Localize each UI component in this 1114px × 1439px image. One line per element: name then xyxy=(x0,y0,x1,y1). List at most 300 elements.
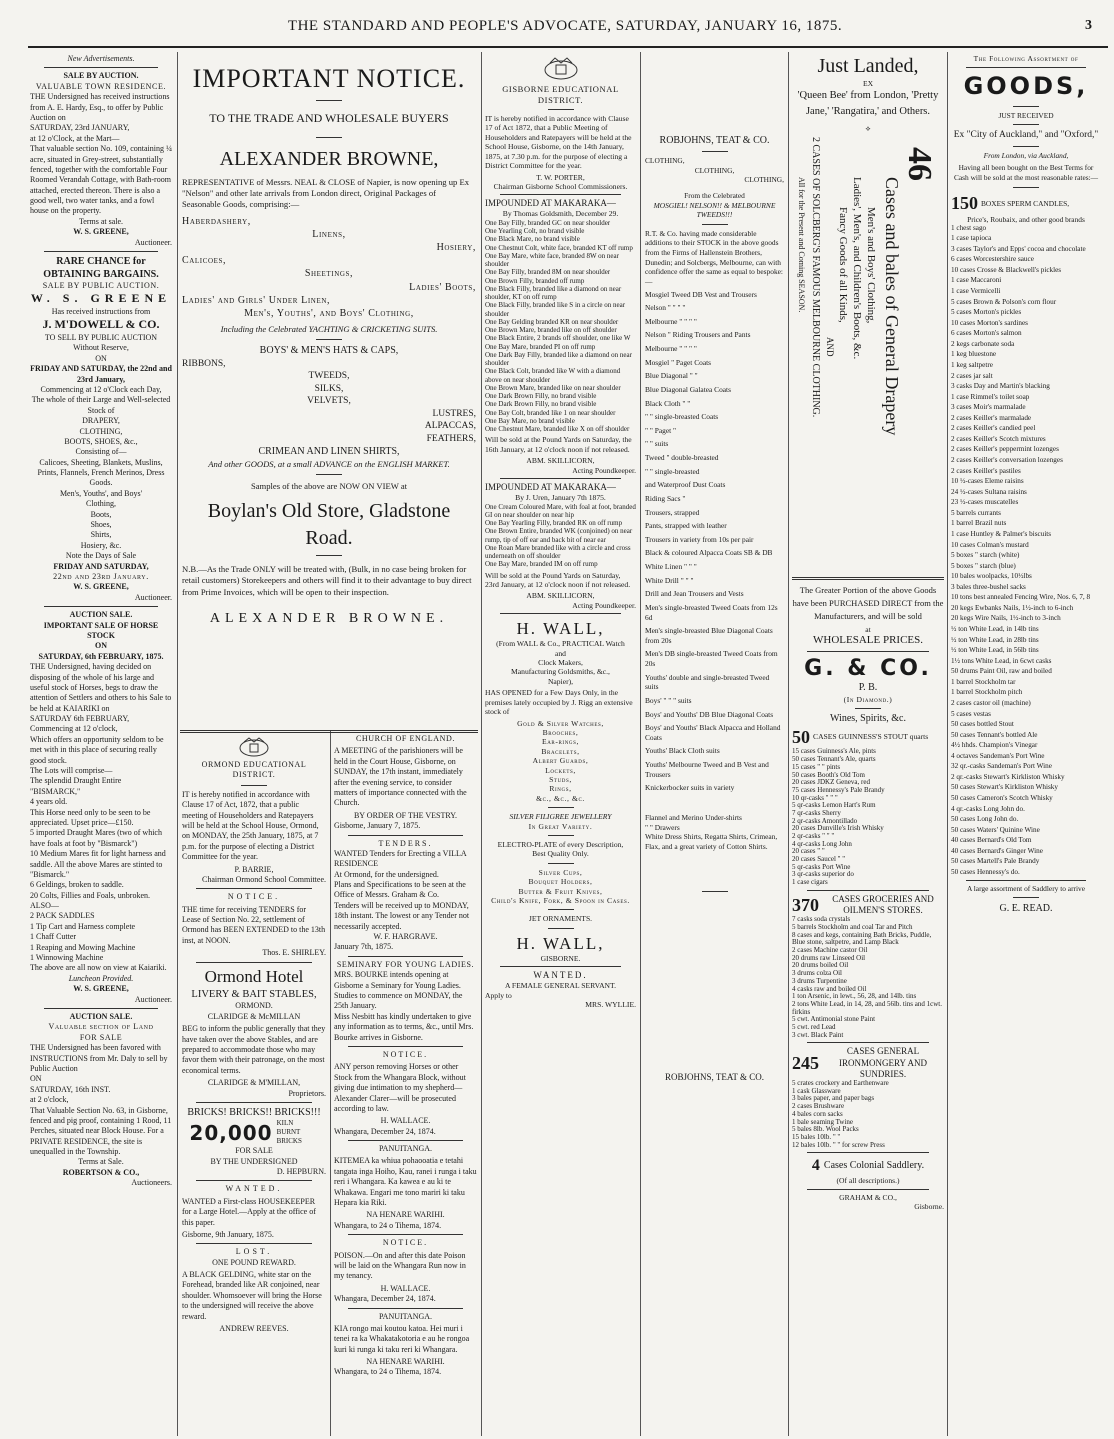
goods-item: 10 cases Colman's mustard xyxy=(951,540,1029,549)
merchant-signature: ALEXANDER BROWNE. xyxy=(209,611,449,626)
notice-signature: H. WALLACE. xyxy=(380,1283,431,1293)
clothing-item: Boys' and Youths' DB Blue Diagonal Coats xyxy=(645,709,774,719)
goods-item: 24 ½-cases Sultana raisins xyxy=(951,487,1027,496)
grocery-item: 3 cwt. Black Paint xyxy=(792,1030,844,1039)
goods-item: 5 barrels currants xyxy=(951,508,1001,517)
impound-signature-role: Acting Poundkeeper. xyxy=(572,600,636,610)
clothing-item: Black & coloured Alpacca Coats SB & DB xyxy=(645,548,773,558)
wanted-body: A FEMALE GENERAL SERVANT. xyxy=(504,981,617,991)
goods-item: 10 tons best annealed Fencing Wire, Nos. 6, 7, 8 xyxy=(951,593,1091,602)
divider xyxy=(966,67,1086,68)
divider xyxy=(807,651,929,652)
hotel-signature-role: Proprietors. xyxy=(288,1088,326,1098)
tenders-head: TENDERS. xyxy=(378,838,433,848)
clothing-item: Mosgiel " Paget Coats xyxy=(645,357,712,367)
hotel-firm: CLARIDGE & McMILLAN xyxy=(207,1011,301,1021)
clothing-item: " " Paget " xyxy=(645,425,677,435)
vertical-line: AND xyxy=(825,337,835,357)
clothing-item: Men's single-breasted Blue Diagonal Coats from 20s xyxy=(645,626,773,645)
ironmongery-line: CASES GENERAL IRONMONGERY AND SUNDRIES. xyxy=(839,1046,927,1079)
nb-note: N.B.—As the Trade ONLY will be treated with, (Bulk, in no case being broken for retail customers) Storekeepers and others will find it to their advantage to buy direct from Prime Invoices, which will be open to their inspection. xyxy=(182,563,472,597)
column-rule xyxy=(788,52,789,1436)
clothing-item: Trousers in variety from 10s per pair xyxy=(645,534,754,544)
ironmongery-item: 1 cask Glassware xyxy=(792,1086,841,1095)
ex-line: Ex "City of Auckland," and "Oxford," xyxy=(953,130,1099,141)
ironmongery-count: 245 xyxy=(792,1052,819,1073)
column-rule xyxy=(481,52,482,1436)
wine-item: 1 case cigars xyxy=(792,878,828,887)
wine-item: 20 cases Dunville's Irish Whisky xyxy=(792,824,884,833)
goods-item: TWEEDS, xyxy=(308,371,350,382)
grocery-item: 20 drums boiled Oil xyxy=(792,961,849,970)
sale-days: FRIDAY AND SATURDAY, xyxy=(53,561,149,571)
ironmongery-item: 5 bales 8lb. Wool Packs xyxy=(792,1125,859,1134)
masthead xyxy=(30,18,1100,46)
brands-line: MOSGIEL! NELSON!! & MELBOURNE TWEEDS!!! xyxy=(653,200,776,220)
ad-body: THE Undersigned, having decided on disposing of the whole of his large and useful stock of Horses, begs to draw the attention of Settlers and others to his Sale to be held at KAIARIKI on SATURDAY 6th FEBRUARY, Commencing at 12 o'clock, Which offers an opportunity seldom to be met with in this place of securing really good stock. The Lots will comprise— The splendid Draught Entire "BISMARCK," 4 years old. This Horse need only to be seen to be appreciated. Upset price—£150. 5 imported Draught Mares (two of which have foals at foot by "Bismarck") 10 Medium Mares fit for light harness and saddle. All the above Mares are stinted to "Bismarck." 6 Geldings, broken to saddle. 20 Colts, Fillies and Foals, unbroken. ALSO— 2 PACK SADDLES 1 Tip Cart and Harness complete 1 Chaff Cutter 1 Reaping and Mowing Machine 1 Winnowing Machine The above are all now on view at Kaiariki. xyxy=(30,662,172,973)
saddlery-count: 4 xyxy=(811,1157,820,1175)
jet-line: JET ORNAMENTS. xyxy=(528,914,593,924)
saddlery-sub: (Of all descriptions.) xyxy=(836,1176,900,1186)
vertical-line: 2 CASES OF SOLCBERG'S FAMOUS MELBOURNE CLOTHING. xyxy=(810,137,821,418)
column-2b xyxy=(334,734,477,1436)
jeweller-more: Silver Cups, Bouquet Holders, Butter & Fruit Knives, Child's Knife, Fork, & Spoon in Cases. xyxy=(491,867,630,906)
clothing-item: Youths' Black Cloth suits xyxy=(645,746,720,756)
column-4 xyxy=(645,54,784,1436)
ad-signature-role: Auctioneer. xyxy=(134,994,172,1004)
grocery-item: 8 cases and kegs, containing Bath Bricks, Puddle, Blue stone, saltpetre, and Lamp Black xyxy=(792,930,932,947)
other-goods-line: And other GOODS, at a small ADVANCE on the ENGLISH MARKET. xyxy=(208,458,450,469)
wine-item: 20 cases JDKZ Geneva, red xyxy=(792,778,870,787)
goods-item: 3 cases Taylor's and Epps' cocoa and chocolate xyxy=(951,244,1086,253)
ad-subhead: SALE BY PUBLIC AUCTION. xyxy=(42,281,160,291)
at-line: at xyxy=(865,624,871,634)
goods-item: 5 boxes " starch (white) xyxy=(951,551,1020,560)
goods-item: 1 keg saltpetre xyxy=(951,360,993,369)
impound-signature-role: Acting Poundkeeper. xyxy=(572,465,636,475)
church-order: BY ORDER OF THE VESTRY. xyxy=(353,810,458,820)
clothing-item: Youths' Melbourne Tweed and B Vest and Trousers xyxy=(645,760,769,779)
divider xyxy=(241,785,267,786)
goods-item: LUSTRES, xyxy=(432,408,476,419)
divider xyxy=(316,474,342,475)
ad-signature: ROBERTSON & CO., xyxy=(62,1167,140,1177)
tenders-body: WANTED Tenders for Erecting a VILLA RESIDENCE At Ormond, for the undersigned. Plans and Specifications to be seen at the Office of Messrs. Graham & Co. Tenders will be received up to MONDAY, 18th instant. The lowest or any Tender not necessarily accepted. xyxy=(334,848,470,931)
vertical-heading: Cases and bales of General Drapery xyxy=(882,177,902,436)
wine-item: 75 cases Hennessy's Pale Brandy xyxy=(792,785,885,794)
grocery-item: 4 casks raw and boiled Oil xyxy=(792,984,867,993)
ad-head: AUCTION SALE. xyxy=(69,1012,133,1021)
goods-item: 1 case Huntley & Palmer's biscuits xyxy=(951,529,1052,538)
sale-days: FRIDAY AND SATURDAY, the 22nd and 23rd January, xyxy=(30,364,172,384)
divider xyxy=(196,888,311,889)
notice-signature-role: Chairman Gisborne School Commissioners. xyxy=(493,181,628,191)
divider xyxy=(855,708,881,709)
grocery-item: 7 casks soda crystals xyxy=(792,915,851,924)
divider xyxy=(702,891,728,892)
divider xyxy=(807,890,929,891)
notice-head: NOTICE. xyxy=(227,892,281,902)
notice-date: Whangara, December 24, 1874. xyxy=(334,1126,436,1136)
ironmongery-items xyxy=(792,1080,944,1149)
clothing-item: White Linen " " " xyxy=(645,562,697,571)
clothing-item: Men's single-breasted Tweed Coats from 12s 6d xyxy=(645,602,778,622)
seminary-head: SEMINARY FOR YOUNG LADIES. xyxy=(336,959,475,969)
goods-item: 1½ tons White Lead, in 6cwt casks xyxy=(951,656,1052,665)
divider xyxy=(348,956,462,957)
goods-item: 10 bales woolpacks, 10½lbs xyxy=(951,572,1032,581)
notice-to: TO THE TRADE AND WHOLESALE BUYERS xyxy=(209,111,449,126)
goods-item: 5 boxes " starch (blue) xyxy=(951,561,1016,570)
from-line: From the Celebrated xyxy=(684,190,745,200)
impound-head: IMPOUNDED AT MAKARAKA— xyxy=(485,482,616,492)
wine-item: 3 qr-casks superior do xyxy=(792,870,854,879)
notice-signature: P. BARRIE, xyxy=(234,864,274,874)
goods-item: 2 cases Keiller's conversation lozenges xyxy=(951,456,1063,465)
goods-item: 5 cases Morton's pickles xyxy=(951,308,1022,317)
panuitanga-head: PANUITANGA. xyxy=(378,1144,433,1154)
electro-plate-line: ELECTRO-PLATE of every Description, xyxy=(497,839,624,849)
column-rule xyxy=(177,52,178,1436)
goods-item: 50 cases Tennant's bottled Ale xyxy=(951,730,1038,739)
flannel-lines: Flannel and Merino Under-shirts " " Drawers White Dress Shirts, Regatta Shirts, Crimean, Flax, and a great variety of Cotton Shirts. xyxy=(645,812,778,851)
jeweller-from: (From WALL & Co., PRACTICAL Watch and Clock Makers, Manufacturing Goldsmiths, &c., Napier), xyxy=(496,639,625,686)
bricks-signature: D. HEPBURN. xyxy=(276,1166,326,1176)
notice-signature-role: Chairman Ormond School Committee. xyxy=(202,874,326,884)
goods-item: 2 cases jar salt xyxy=(951,371,993,380)
grocery-item: 20 drums raw Linseed Oil xyxy=(792,953,866,962)
ad-head: RARE CHANCE for OBTAINING BARGAINS. xyxy=(43,256,159,281)
page-number: 3 xyxy=(1085,18,1092,33)
wine-item: 2 qr-casks Amontillado xyxy=(792,816,858,825)
lost-body: A BLACK GELDING, white star on the Forehead, branded like AR conjoined, near shoulder. Whomsoever will bring the Horse to the undersigned will receive the above reward. xyxy=(182,1270,322,1321)
pb-line: P. B. xyxy=(858,682,878,694)
goods-item: 4 octaves Sandeman's Port Wine xyxy=(951,751,1045,760)
bought-line: Having all been bought on the Best Terms for Cash will be sold at the most reasonable rates:— xyxy=(953,163,1099,183)
wine-item: 7 qr-casks Sherry xyxy=(792,808,841,817)
greater-portion: The Greater Portion of the above Goods have been PURCHASED DIRECT from the Manufacturers, and will be sold xyxy=(792,585,944,621)
ironmongery-item: 3 bales paper, and paper bags xyxy=(792,1094,875,1103)
ad-signature: W. S. GREENE, xyxy=(73,227,129,237)
groceries-count: 370 xyxy=(792,894,819,915)
goods-item: 50 cases Waters' Quinine Wine xyxy=(951,825,1040,834)
wholesale-line: WHOLESALE PRICES. xyxy=(813,634,923,647)
goods-item: 1 chest sago xyxy=(951,223,987,232)
clothing-item: " " single-breasted xyxy=(645,466,700,476)
goods-item: Haberdashery, xyxy=(182,215,251,227)
ad-body: THE Undersigned has received instructions from A. E. Hardy, Esq., to offer by Public Auction on SATURDAY, 23rd JANUARY, at 12 o'Clock, at the Mart— That valuable section No. 109, containing ¼ acre, situated in Grey-street, substantially fenced, together with the comfortable Four Roomed Verandah Cottage, with Bath-room attached, erected thereon. There is also a good well, two water tanks, and a fowl house on the property. xyxy=(30,92,172,216)
divider xyxy=(500,194,621,195)
divider xyxy=(1013,124,1039,125)
ironmongery-item: 5 crates crockery and Earthenware xyxy=(792,1079,889,1088)
divider xyxy=(702,224,728,225)
groceries-line: CASES GROCERIES AND OILMEN'S STORES. xyxy=(832,893,934,916)
impound-by: By J. Uren, January 7th 1875. xyxy=(515,493,606,503)
grocery-item: 3 drums Turpentine xyxy=(792,976,847,985)
divider xyxy=(966,880,1086,881)
wine-item: 15 cases Guinness's Ale, pints xyxy=(792,747,876,756)
goods-item: 1 case Maccaroni xyxy=(951,276,1002,285)
wine-item: 20 cases Saucel " " xyxy=(792,855,846,864)
auctioneer-name: W. S. GREENE xyxy=(30,291,172,306)
section-title: New Advertisements. xyxy=(67,54,135,63)
goods-list-1 xyxy=(182,215,476,321)
jeweller-name: H. WALL, xyxy=(516,619,605,639)
clothing-item: Melbourne " " " " xyxy=(645,344,697,353)
divider xyxy=(348,835,462,836)
column-1 xyxy=(30,54,172,1436)
divider xyxy=(180,730,478,733)
divider xyxy=(196,1180,311,1181)
clothing-item: Men's DB single-breasted Tweed Coats from 20s xyxy=(645,649,778,668)
lost-head: LOST. xyxy=(235,1247,273,1257)
panuitanga-signature: NA HENARE WARIHI. xyxy=(366,1357,445,1367)
grocery-item: 2 tons White Lead, in 14, 28, and 56lb. tins and 1cwt. firkins xyxy=(792,999,942,1016)
clothing-line: CLOTHING, xyxy=(694,165,735,175)
impound-signature: ABM. SKILLICORN, xyxy=(526,456,595,466)
goods-item: VELVETS, xyxy=(307,396,351,407)
grocery-item: 2 cases Machine castor Oil xyxy=(792,946,868,955)
ad-signature-role: Auctioneer. xyxy=(134,237,172,247)
wine-item: 50 cases Booth's Old Tom xyxy=(792,770,865,779)
divider xyxy=(548,928,574,929)
goods-item: 2 qr.-casks Stewart's Kirkliston Whisky xyxy=(951,772,1065,781)
impound-sale: Will be sold at the Pound Yards on Saturday, 23rd January, at 12 o'clock noon if not released. xyxy=(485,570,631,589)
goods-item: 5 cases Brown & Polson's corn flour xyxy=(951,297,1057,306)
goods-item: SILKS, xyxy=(314,383,344,394)
goods-list-2 xyxy=(182,358,476,446)
goods-item: 50 cases Hennessy's do. xyxy=(951,867,1020,876)
wines-head: Wines, Spirits, &c. xyxy=(830,713,906,725)
lost-signature: ANDREW REEVES. xyxy=(219,1324,289,1334)
goods-item: 6 cases Worcestershire sauce xyxy=(951,255,1034,264)
clothing-item: Youths' double and single-breasted Tweed suits xyxy=(645,672,770,692)
hotel-place: ORMOND. xyxy=(235,1001,273,1011)
ironmongery-item: 12 bales 10lb. " " for screw Press xyxy=(792,1140,885,1149)
read-signature: G. E. READ. xyxy=(999,903,1053,915)
wanted-head: WANTED. xyxy=(225,1184,283,1194)
notice-title: GISBORNE EDUCATIONAL DISTRICT. xyxy=(502,84,619,105)
masthead-title: THE STANDARD AND PEOPLE'S ADVOCATE, SATURDAY, JANUARY 16, 1875. xyxy=(287,18,843,34)
ships-line: 'Queen Bee' from London, 'Pretty Jane,' 'Rangatira,' and Others. xyxy=(797,90,939,118)
goods-item: 10 ½-cases Eleme raisins xyxy=(951,477,1024,486)
column-rule xyxy=(640,52,641,1436)
goods-item: Men's, Youths', and Boys' Clothing, xyxy=(244,307,414,319)
goods-item: 2 cases Keiller's candied peel xyxy=(951,424,1036,433)
column-rule xyxy=(330,730,331,1436)
column-rule xyxy=(947,52,948,1436)
ad-subhead: IMPORTANT SALE OF HORSE STOCK ON SATURDAY, 6th FEBRUARY, 1875. xyxy=(38,620,164,661)
wanted-apply: Apply to xyxy=(485,990,512,1000)
goods-item: 20 kegs Ewbanks Nails, 1½-inch to 6-inch xyxy=(951,603,1074,612)
crest-icon xyxy=(541,56,581,82)
grocery-item: 3 drums colza Oil xyxy=(792,969,842,978)
impound-list: One Bay Filly, branded GC on near shoulder One Yearling Colt, no brand visible One Black Mare, no brand visible One Chestnut Colt, white face, branded KT off rump One Bay Mare, white face, branded 8W on near shoulder One Bay Filly, branded 8M on near shoulder One Brown Filly, branded off rump One Black Filly, branded like a diamond on near shoulder, KT on off rump One Black Filly, branded like S in a circle on near shoulder One Bay Gelding branded KR on near shoulder One Brown Mare, branded like on off shoulder One Black Entire, 2 brands off shoulder, one like W One Bay Mare, branded PI on off rump One Dark Bay Filly, branded like a diamond on near shoulder One Black Colt, branded like W with a diamond above on near shoulder One Brown Mare, branded like on near shoulder One Dark Brown Filly, no brand visible One Dark Brown Filly, no brand visible One Bay Colt, branded like 1 on near shoulder One Bay Mare, no brand visible One Chestnut Mare, branded like X on off shoulder xyxy=(485,218,633,434)
clothing-item: Knickerbocker suits in variety xyxy=(645,783,735,793)
stout-line: CASES GUINNESS'S STOUT quarts xyxy=(813,732,929,742)
impound-by: By Thomas Goldsmith, December 29. xyxy=(502,209,619,219)
ad-signature: W. S. GREENE, xyxy=(73,984,129,994)
grocery-item: 5 barrels Stockholm and coal Tar and Pitch xyxy=(792,923,913,931)
goods-item: 2 cases Keiller's marmalade xyxy=(951,413,1032,422)
firm-name: J. M'DOWELL & CO. xyxy=(42,317,160,332)
goods-item: 2 cases Keiller's Scotch mixtures xyxy=(951,434,1046,443)
wine-item: 4 qr-casks Long John xyxy=(792,839,852,848)
divider-ornament: ⟡ xyxy=(865,123,871,133)
divider xyxy=(348,1234,462,1235)
goods-item: 3 cases Moir's marmalade xyxy=(951,403,1026,412)
clothing-item: Nelson " Riding Trousers and Pants xyxy=(645,330,751,340)
ironmongery-item: 15 bales 10lb. " " xyxy=(792,1132,841,1141)
goods-item: Ladies' and Girls' Under Linen, xyxy=(182,294,331,306)
divider xyxy=(807,1152,929,1153)
goods-item: 50 cases Cameron's Scotch Whisky xyxy=(951,794,1053,803)
clothing-item: Tweed " double-breasted xyxy=(645,453,719,462)
merchant-name: ALEXANDER BROWNE, xyxy=(219,148,439,171)
goods-item: 50 cases bottled Stout xyxy=(951,720,1014,729)
ex-line: EX xyxy=(862,79,874,88)
column-6 xyxy=(951,54,1101,1436)
panuitanga-signature: NA HENARE WARIHI. xyxy=(366,1210,445,1220)
notice-head: NOTICE. xyxy=(382,1238,429,1248)
clothing-item: Trousers, strapped xyxy=(645,507,700,517)
hotel-title: Ormond Hotel xyxy=(204,966,304,986)
goods-item: 5 cases vestas xyxy=(951,709,991,718)
seminary-body: MRS. BOURKE intends opening at Gisborne a Seminary for Young Ladies. Studies to commence on MONDAY, the 25th January. Miss Nesbitt has kindly undertaken to give any information as to terms, &c., until Mrs. Bourke arrives in Gisborne. xyxy=(334,970,474,1042)
wine-item: 50 cases Tennant's Ale, quarts xyxy=(792,755,876,764)
goods-item: 2 kegs carbonate soda xyxy=(951,339,1015,348)
goods-item: 1 case tapioca xyxy=(951,234,992,243)
panuitanga-date: Whangara, to 24 o Tihema, 1874. xyxy=(334,1367,442,1377)
lost-subhead: ONE POUND REWARD. xyxy=(212,1257,296,1267)
grocery-item: 5 cwt. red Lead xyxy=(792,1022,836,1031)
notice-head: NOTICE. xyxy=(382,1049,429,1059)
divider xyxy=(196,1102,311,1103)
impound-sale: Will be sold at the Pound Yards on Saturday, the 16th January, at 12 o'clock noon if not released. xyxy=(485,435,632,454)
wine-item: 10 qr-casks " " " xyxy=(792,793,838,802)
goods-item: 1 barrel Brazil nuts xyxy=(951,519,1007,528)
wanted-body: WANTED a First-class HOUSEKEEPER for a Large Hotel.—Apply at the office of this paper. xyxy=(182,1196,316,1227)
goods-item: 10 cases Morton's sardines xyxy=(951,318,1028,327)
goods-item: Sheetings, xyxy=(304,268,354,280)
bricks-count: 20,000 xyxy=(189,1120,273,1145)
candles-line: BOXES SPERM CANDLES, xyxy=(981,198,1070,208)
column-2a xyxy=(182,734,326,1436)
wanted-date: Gisborne, 9th January, 1875. xyxy=(182,1229,274,1239)
goods-item: 1 case Vermicelli xyxy=(951,287,1001,296)
divider xyxy=(196,962,311,963)
divider xyxy=(548,909,574,910)
goods-item: 50 cases Martell's Pale Brandy xyxy=(951,857,1040,866)
ad-line: Has received instructions from xyxy=(51,307,151,317)
landed-title: Just Landed, xyxy=(817,55,919,77)
goods-item: 10 cases Crosse & Blackwell's pickles xyxy=(951,265,1062,274)
masthead-rule xyxy=(28,46,1108,48)
ironmongery-item: 2 cases Brushware xyxy=(792,1102,845,1111)
divider xyxy=(500,966,621,967)
shirts-line: CRIMEAN AND LINEN SHIRTS, xyxy=(258,446,400,458)
notice-body: THE time for receiving TENDERS for Lease of Section No. 22, settlement of Ormond has BEEN EXTENDED to the 13th inst, at NOON. xyxy=(182,904,326,945)
graham-place: Gisborne. xyxy=(914,1202,944,1212)
goods-item: 32 qr.-casks Sandeman's Port Wine xyxy=(951,762,1052,771)
quality-line: Best Quality Only. xyxy=(532,849,589,859)
bricks-head: BRICKS! BRICKS!! BRICKS!!! xyxy=(187,1106,321,1118)
divider xyxy=(1013,106,1039,107)
clothing-item: White Drill " " " xyxy=(645,575,694,585)
church-body: A MEETING of the parishioners will be held in the Court House, Gisborne, on SUNDAY, the 17th instant, immediately after the evening service, to consider matters of importance connected with the Church. xyxy=(334,746,467,808)
vertical-line: Fancy Goods of all Kinds, xyxy=(837,207,849,324)
divider xyxy=(548,807,574,808)
vertical-line: All for the Present and Coming SEASON. xyxy=(797,177,806,313)
samples-line: Samples of the above are NOW ON VIEW at xyxy=(250,480,408,491)
grocery-item: 1 ton Arsenic, in lewt., 56, 28, and 14lb. tins xyxy=(792,992,917,1001)
candles-count: 150 xyxy=(951,192,978,213)
panuitanga-date: Whangara, to 24 o Tihema, 1874. xyxy=(334,1220,442,1230)
divider xyxy=(500,613,621,614)
divider xyxy=(1013,897,1039,898)
grocery-items xyxy=(792,916,944,1039)
goods-item: Linens, xyxy=(312,228,346,240)
divider xyxy=(316,100,342,101)
goods-item: Calicoes, xyxy=(182,255,227,267)
clothing-item: and Waterproof Dust Coats xyxy=(645,480,726,490)
goods-item: FEATHERS, xyxy=(426,433,476,444)
store-name: Boylan's Old Store, Gladstone Road. xyxy=(207,500,451,549)
goods-item: 1 barrel Stockholm pitch xyxy=(951,688,1023,697)
tenders-signature: W. F. HARGRAVE. xyxy=(373,932,438,942)
luncheon-note: Luncheon Provided. xyxy=(68,973,134,983)
column-5 xyxy=(792,54,944,1436)
church-head: CHURCH OF ENGLAND. xyxy=(355,734,456,743)
clothing-body: R.T. & Co. having made considerable additions to their STOCK in the above goods from the Firms of Hallenstein Brothers, Dunedin; and Solcbergs, Melbourne, can with confidence offer the same as equal to bespoke:— xyxy=(645,228,783,286)
goods-item: 1 keg bluestone xyxy=(951,350,997,359)
clothing-item: Black Cloth " " xyxy=(645,398,691,408)
notice-title: ORMOND EDUCATIONAL DISTRICT. xyxy=(201,760,307,780)
divider xyxy=(316,555,342,556)
jeweller-signature: H. WALL, xyxy=(516,933,605,953)
goods-item: 4½ hhds. Champion's Vinegar xyxy=(951,741,1038,750)
divider xyxy=(807,1189,929,1190)
goods-item: 2 cases Keiller's peppermint lozenges xyxy=(951,445,1059,454)
goods-item: 6 cases Morton's salmon xyxy=(951,329,1022,338)
goods-item: Ladies' Boots, xyxy=(409,281,476,293)
wine-item: 5 qr-casks Lemon Hart's Rum xyxy=(792,801,876,810)
goods-item: 50 cases Long John do. xyxy=(951,815,1019,824)
saddlery-line: A large assortment of Saddlery to arrive xyxy=(966,883,1086,893)
panuitanga-head: PANUITANGA. xyxy=(378,1311,433,1321)
ad-line: TO SELL BY PUBLIC AUCTION Without Reserve, ON xyxy=(44,333,158,363)
graham-logo: G. & CO. xyxy=(804,655,932,681)
hotel-body: BEG to inform the public generally that they have taken over the above Stables, and are prepared to accommodate those who may favor them with their patronage, on the most economical terms. xyxy=(182,1024,326,1075)
clothing-item: Riding Sacs " xyxy=(645,493,686,503)
notice-title: IMPORTANT NOTICE. xyxy=(192,64,466,93)
bricks-by: BY THE UNDERSIGNED xyxy=(210,1156,298,1166)
divider xyxy=(316,339,342,340)
goods-item: ALPACCAS, xyxy=(424,421,476,432)
hotel-subtitle: LIVERY & BAIT STABLES, xyxy=(191,988,317,1000)
notice-body: IT is hereby notified in accordance with Clause 17 of Act 1872, that a Public Meeting of Householders and Ratepayers will be held at the School House, Gisborne, on the 14th January, 1875, at 7.30 p.m. for the purpose of electing a District Committee for the year. xyxy=(485,114,632,171)
tenders-date: January 7th, 1875. xyxy=(334,942,394,952)
divider xyxy=(348,1140,462,1141)
just-received: JUST RECEIVED xyxy=(998,110,1054,120)
clothing-item: Mosgiel Tweed DB Vest and Trousers xyxy=(645,289,757,299)
panuitanga-body: KIA rongo mai koutou katoa. Hei muri i tenei ra ka Whakatakotoria e au he rongoa kuri ki runga ki taku reri ki Whangara. xyxy=(334,1323,470,1354)
divider xyxy=(792,577,944,580)
divider xyxy=(316,137,342,138)
church-date: Gisborne, January 7, 1875. xyxy=(334,821,421,831)
divider xyxy=(548,109,574,110)
goods-item: ½ ton White Lead, in 28lb tins xyxy=(951,635,1039,644)
